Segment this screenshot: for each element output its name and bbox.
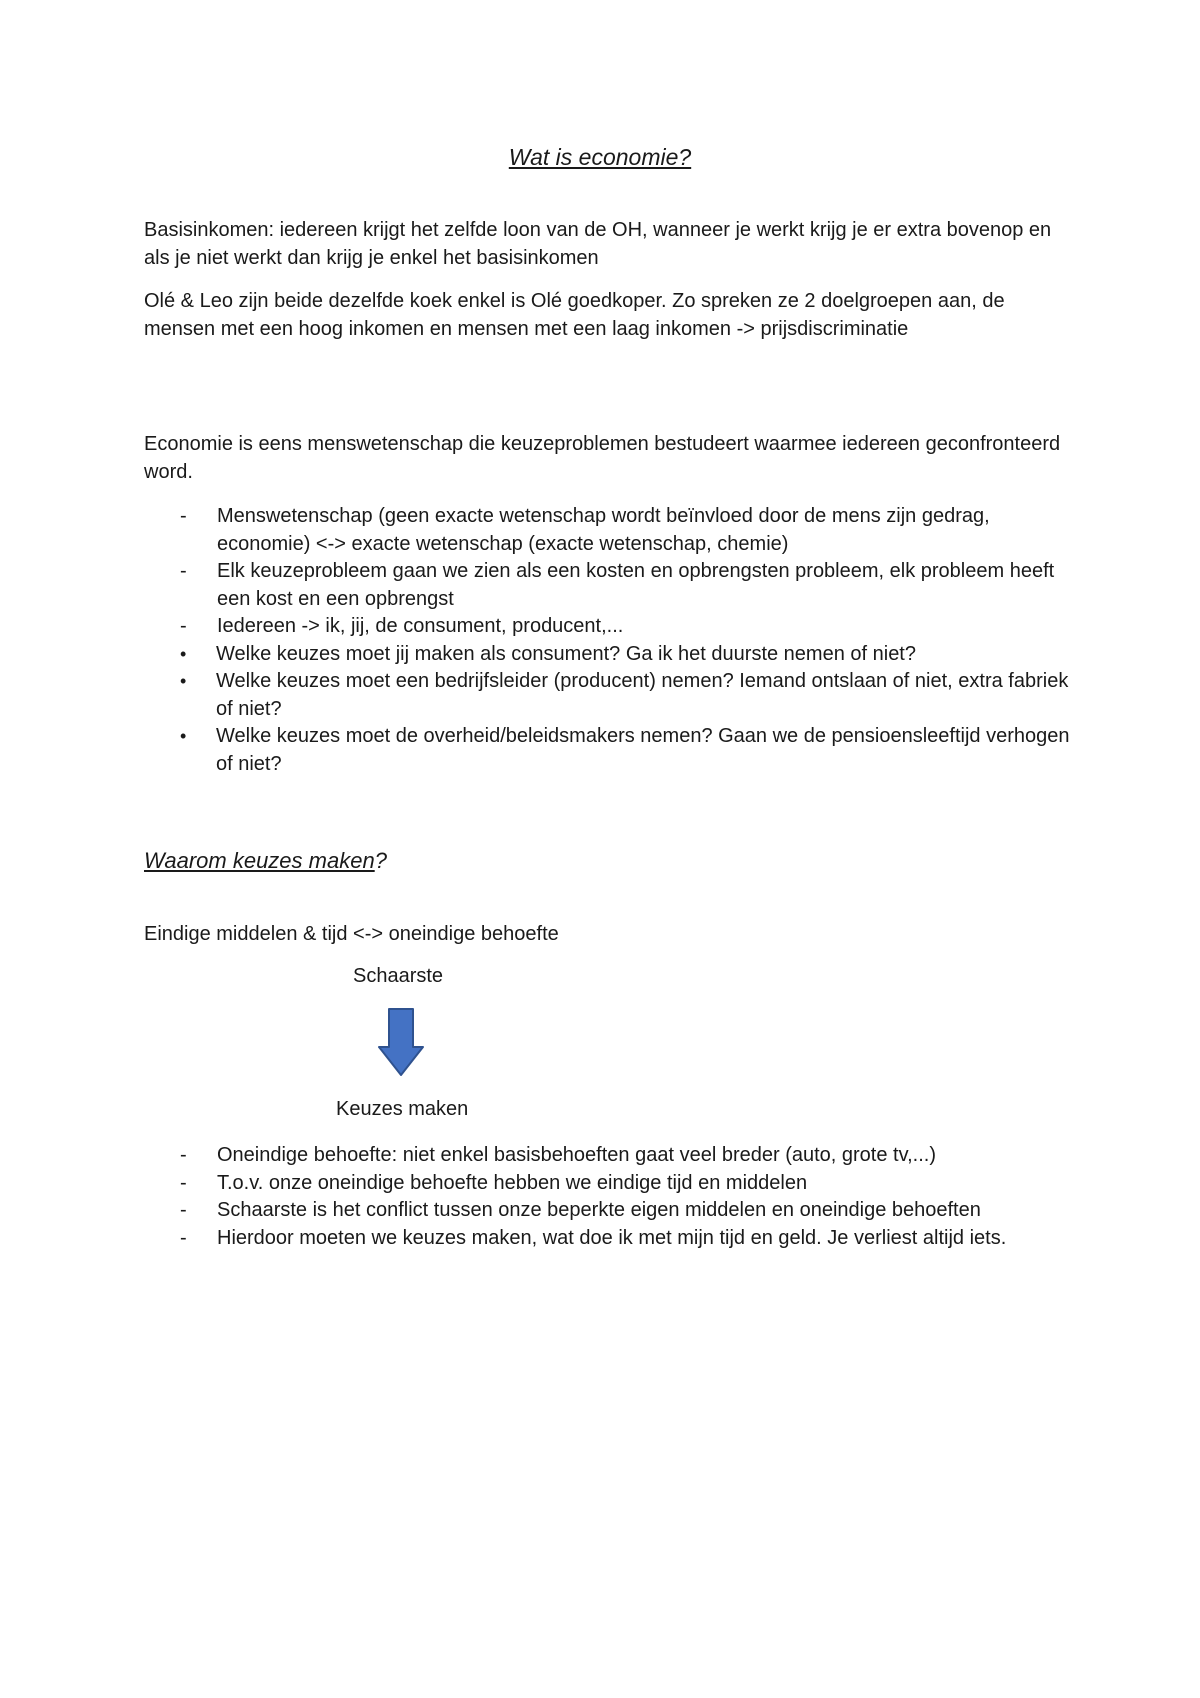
- sublist-item-text: Welke keuzes moet een bedrijfsleider (producent) nemen? Iemand ontslaan of niet, extra fabriek of niet?: [216, 670, 1069, 720]
- list-item-text: Iedereen -> ik, jij, de consument, producent,...: [217, 615, 624, 637]
- dash-marker: -: [180, 1171, 187, 1194]
- dash-marker: -: [180, 1199, 187, 1221]
- bullet-marker: •: [180, 643, 187, 664]
- list-item: [144, 503, 1074, 558]
- dash-marker: -: [180, 560, 187, 582]
- list-item-text: Hierdoor moeten we keuzes maken, wat doe ik met mijn tijd en geld. Je verliest altijd iets.: [217, 1226, 1007, 1249]
- list-item-text: Elk keuzeprobleem gaan we zien als een kosten en opbrengsten probleem, elk probleem heeft een kost en een opbrengst: [217, 560, 1055, 610]
- list-item: [144, 558, 1074, 613]
- dash-marker: -: [180, 505, 187, 527]
- subheading-waarom: [144, 848, 387, 874]
- down-arrow-icon: [377, 1007, 425, 1077]
- line-middelen-behoefte: Eindige middelen & tijd <-> oneindige behoefte: [144, 923, 559, 945]
- down-arrow-shape: [379, 1009, 423, 1075]
- paragraph-basisinkomen: Basisinkomen: iedereen krijgt het zelfde loon van de OH, wanneer je werkt krijg je er extra bovenop en als je niet werkt dan krijg je enkel het basisinkomen: [144, 219, 1052, 269]
- sublist-item: [180, 641, 1074, 669]
- dash-marker: -: [180, 615, 187, 637]
- subheading-suffix: ?: [374, 848, 387, 873]
- list-item: [144, 1197, 1074, 1225]
- paragraph-ole-leo: Olé & Leo zijn beide dezelfde koek enkel is Olé goedkoper. Zo spreken ze 2 doelgroepen aan, de mensen met een hoog inkomen en mensen met een laag inkomen -> prijsdiscriminatie: [144, 290, 1005, 340]
- dash-marker: -: [180, 1144, 187, 1166]
- flow-label-schaarste: Schaarste: [353, 965, 444, 987]
- list-item-text: T.o.v. onze oneindige behoefte hebben we eindige tijd en middelen: [217, 1171, 808, 1194]
- list-item-text: Oneindige behoefte: niet enkel basisbehoeften gaat veel breder (auto, grote tv,...): [217, 1144, 936, 1166]
- flow-label-keuzes-maken: Keuzes maken: [336, 1098, 469, 1120]
- list-item-text: Menswetenschap (geen exacte wetenschap wordt beïnvloed door de mens zijn gedrag, economie) <-> exacte wetenschap (exacte wetenschap, chemie): [217, 505, 990, 555]
- list-item: [144, 1142, 1074, 1170]
- list-item: [144, 1170, 1074, 1198]
- dash-marker: -: [180, 1226, 187, 1249]
- sublist-item-text: Welke keuzes moet jij maken als consument? Ga ik het duurste nemen of niet?: [216, 642, 916, 665]
- bullet-sublist: [180, 641, 1074, 779]
- bullet-marker: •: [180, 671, 187, 691]
- dash-list-economie: [144, 503, 1074, 778]
- bullet-marker: •: [180, 726, 187, 746]
- list-item-text: Schaarste is het conflict tussen onze beperkte eigen middelen en oneindige behoeften: [217, 1199, 981, 1221]
- paragraph-economie-definitie: Economie is eens menswetenschap die keuzeproblemen bestudeert waarmee iedereen geconfronteerd word.: [144, 433, 1061, 483]
- list-item: [144, 1225, 1074, 1253]
- list-item: [144, 613, 1074, 778]
- subheading-text: Waarom keuzes maken: [144, 848, 375, 873]
- page-title: Wat is economie?: [508, 144, 692, 170]
- sublist-item-text: Welke keuzes moet de overheid/beleidsmakers nemen? Gaan we de pensioensleeftijd verhogen of niet?: [216, 725, 1070, 775]
- sublist-item: [180, 723, 1074, 778]
- dash-list-schaarste: [144, 1142, 1074, 1252]
- sublist-item: [180, 668, 1074, 723]
